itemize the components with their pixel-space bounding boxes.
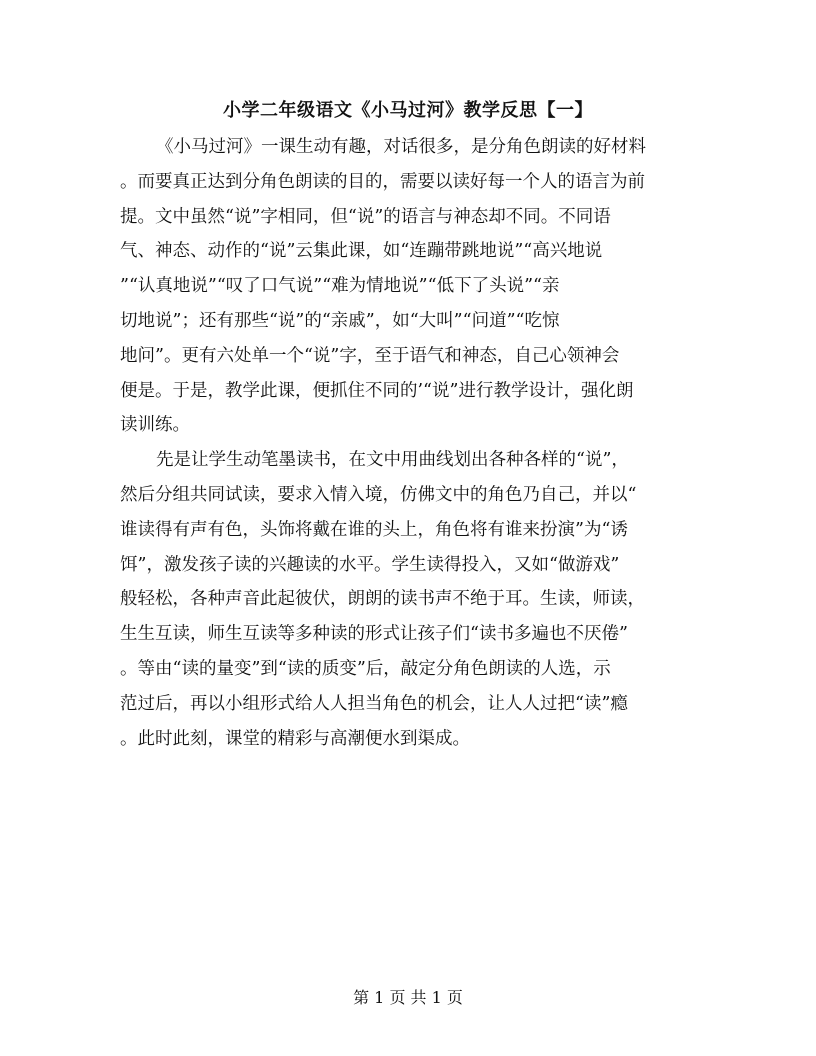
text-line: 饵”，激发孩子读的兴趣读的水平。学生读得投入，又如“做游戏”	[120, 554, 620, 575]
text-line: 。而要真正达到分角色朗读的目的，需要以读好每一个人的语言为前	[120, 171, 645, 192]
text-line: 提。文中虽然“说”字相同，但“说”的语言与神态却不同。不同语	[120, 206, 611, 227]
text-line: 般轻松，各种声音此起彼伏，朗朗的读书声不绝于耳。生读，师读，	[120, 589, 645, 610]
text-line: 谁读得有声有色，头饰将戴在谁的头上，角色将有谁来扮演”为“诱	[120, 519, 628, 540]
text-line: 生生互读，师生互读等多种读的形式让孩子们“读书多遍也不厌倦”	[120, 624, 628, 645]
text-line: 便是。于是，教学此课，便抓住不同的’“说”进行教学设计，强化朗	[120, 380, 634, 401]
text-line: 地问”。更有六处单一个“说”字，至于语气和神态，自己心领神会	[120, 345, 620, 366]
text-line: 气、神态、动作的“说”云集此课，如“连蹦带跳地说”“高兴地说	[120, 241, 603, 262]
text-line: ”“认真地说”“叹了口气说”“难为情地说”“低下了头说”“亲	[120, 276, 560, 297]
page-footer: 第 1 页 共 1 页	[353, 988, 463, 1007]
document-body	[120, 130, 700, 756]
text-line: 读训练。	[120, 415, 190, 436]
text-line: 切地说”；还有那些“说”的“亲戚”，如“大叫”“问道”“吃惊	[120, 310, 560, 331]
text-line: 先是让学生动笔墨读书，在文中用曲线划出各种各样的“说”，	[156, 450, 629, 471]
paragraph-1	[120, 130, 700, 443]
text-line: 范过后，再以小组形式给人人担当角色的机会，让人人过把“读”瘾	[120, 693, 628, 714]
text-line: 《小马过河》一课生动有趣，对话很多，是分角色朗读的好材料	[156, 137, 646, 157]
paragraph-2	[120, 443, 700, 756]
text-line: 。此时此刻，课堂的精彩与高潮便水到渠成。	[120, 728, 470, 749]
document-title: 小学二年级语文《小马过河》教学反思【一】	[223, 100, 593, 121]
text-line: 。等由“读的量变”到“读的质变”后，敲定分角色朗读的人选，示	[120, 658, 611, 679]
text-line: 然后分组共同试读，要求入情入境，仿佛文中的角色乃自己，并以“	[120, 484, 637, 505]
